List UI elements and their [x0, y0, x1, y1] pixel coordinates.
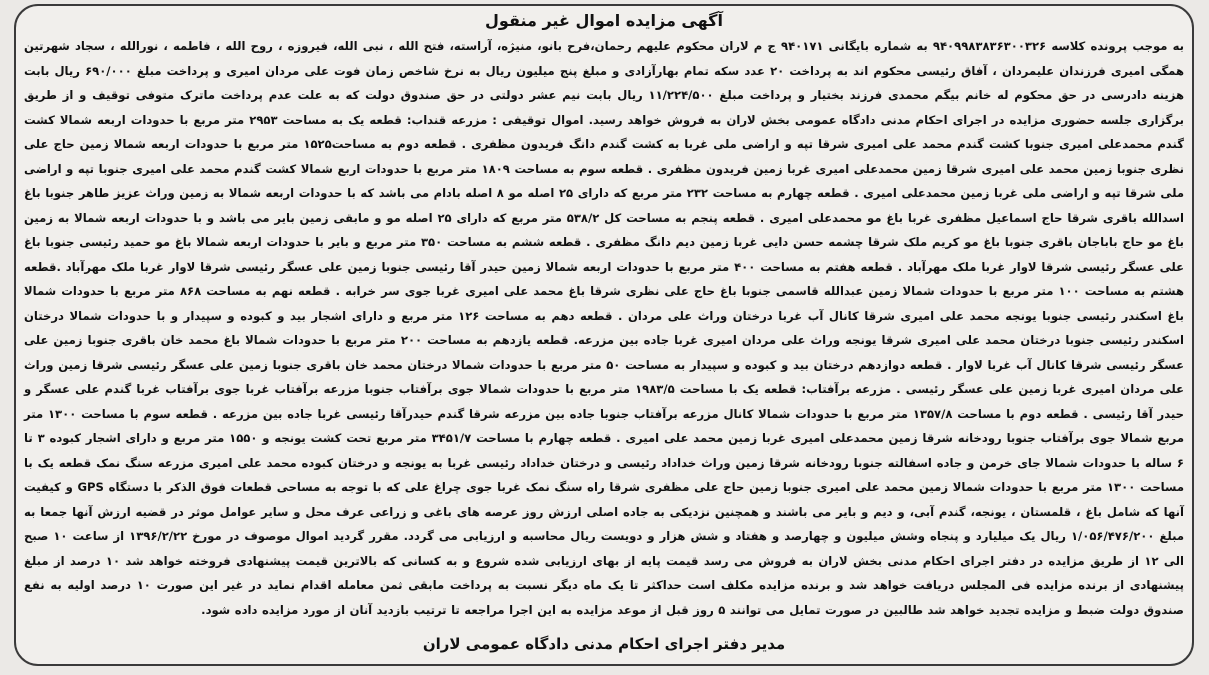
notice-title: آگهی مزایده اموال غیر منقول	[485, 11, 723, 30]
notice-frame	[14, 4, 1194, 666]
notice-body: به موجب پرونده کلاسه ۹۴۰۹۹۸۳۸۳۶۳۰۰۳۲۶ به شماره بایگانی ۹۴۰۱۷۱ ج م لاران محکوم علیهم رحمان،فرح بانو، منیژه، آراسته، فتح الله ، نبی الله، فیروزه ، روح الله ، فاطمه ، نورالله ، سجاد شهرتین همگی امیری فرزندان علیمردان ، آفاق رئیسی محکوم اند به پرداخت ۲۰ عدد سکه تمام بهارآزادی و مبلغ پنج میلیون ریال به نرخ شاخص زمان فوت علی مردان امیری و پرداخت مبلغ ۶۹۰/۰۰۰ ریال بابت هزینه دادرسی در حق محکوم له خانم بیگم محمدی فرزند بختیار و پرداخت مبلغ ۱۱/۲۲۴/۵۰۰ ریال بابت نیم عشر دولتی در حق صندوق دولت که به علت عدم پرداخت ماترک متوفی توقیف و از طریق برگزاری جلسه حضوری مزایده در اجرای احکام مدنی دادگاه عمومی بخش لاران به فروش خواهد رسید. اموال توقیفی : مزرعه قنداب: قطعه یک به مساحت ۲۹۵۳ متر مربع با حدودات اربعه شمالا کشت گندم محمدعلی امیری جنوبا کشت گندم محمد علی امیری شرقا تپه و اراضی ملی غربا به کشت گندم دانگ فریدون مظفری . قطعه دوم به مساحت۱۵۲۵ متر مربع با حدودات اربعه شمالا زمین حاج علی نظری جنوبا زمین محمد علی امیری شرقا زمین محمدعلی امیری غربا زمین فریدون مظفری . قطعه سوم به مساحت ۱۸۰۹ متر مربع با حدودات اربع شمالا کشت گندم محمد علی امیری جنوبا تپه و اراضی ملی شرقا تپه و اراضی ملی غربا زمین محمدعلی امیری . قطعه چهارم به مساحت ۲۳۲ متر مربع که دارای ۲۵ اصله مو ۸ اصله بادام می باشد که با حدودات اربعه شمالا به زمین وراث عزیز طاهر جنوبا باغ اسدالله باقری شرقا حاج اسماعیل مظفری غربا باغ مو محمدعلی امیری . قطعه پنجم به مساحت کل ۵۳۸/۲ متر مربع که دارای ۲۵ اصله مو و مابقی زمین بایر می باشد و با حدودات اربعه شمالا به زمین باغ مو حاج باباجان باقری جنوبا باغ مو کریم ملک شرقا چشمه حسن دایی غربا زمین دیم دانگ مظفری . قطعه ششم به مساحت ۳۵۰ متر مربع و بایر با حدودات اربعه شمالا باغ مو حمید رئیسی جنوبا باغ علی عسگر رئیسی شرقا لاوار غربا ملک مهرآباد . قطعه هفتم به مساحت ۴۰۰ متر مربع با حدودات اربعه شمالا زمین حیدر آقا رئیسی جنوبا زمین علی عسگر رئیسی شرقا لاوار غربا ملک مهرآباد .قطعه هشتم به مساحت ۱۰۰ متر مربع با حدودات شمالا زمین عبدالله قاسمی جنوبا باغ حاج علی نظری شرقا باغ محمد علی امیری غربا جوی سر خرابه . قطعه نهم به مساحت ۸۶۸ متر مربع با حدودات شمالا باغ اسکندر رئیسی جنوبا یونجه محمد علی امیری شرقا کانال آب غربا درختان وراث علی مردان . قطعه دهم به مساحت ۱۲۶ متر مربع و دارای اشجار بید و کبوده و سپیدار و با حدودات شمالا درختان اسکندر رئیسی جنوبا درختان محمد علی امیری شرقا یونجه وراث علی مردان امیری غربا جاده بین مزرعه. قطعه یازدهم به مساحت ۲۰۰ متر مربع با حدودات شمالا باغ محمد خان باقری جنوبا زمین علی عسگر رئیسی شرقا کانال آب غربا لاوار . قطعه دوازدهم درختان بید و کبوده و سپیدار به مساحت ۵۰ متر مربع با حدودات شمالا درختان محمد خان باقری جنوبا زمین علی عسگر رئیسی شرقا زمین وراث علی مردان امیری غربا زمین علی عسگر رئیسی . مزرعه برآفتاب: قطعه یک با مساحت ۱۹۸۳/۵ متر مربع با حدودات شمالا جوی برآفتاب جنوبا مزرعه برآفتاب غربا جوی برآفتاب غربا گندم علی عسگر و حیدر آقا رئیسی . قطعه دوم با مساحت ۱۳۵۷/۸ متر مربع با حدودات شمالا کانال مزرعه برآفتاب جنوبا جاده بین مزرعه شرقا گندم حیدرآقا رئیسی غربا جاده بین مزرعه . قطعه سوم با مساحت ۱۳۰۰ متر مربع شمالا جوی برآفتاب جنوبا رودخانه شرقا زمین محمدعلی امیری غربا زمین محمد علی امیری . قطعه چهارم با مساحت ۳۴۵۱/۷ متر مربع تحت کشت یونجه و ۱۵۵۰ متر مربع و دارای اشجار کبوده ۳ تا ۶ ساله با حدودات شمالا جای خرمن و جاده اسفالته جنوبا رودخانه شرقا زمین وراث خداداد رئیسی و درختان خداداد رئیسی غربا به یونجه و درختان کبوده محمد علی امیری مزرعه سنگ نمک قطعه یک با مساحت ۱۳۰۰ متر مربع با حدودات شمالا زمین محمد علی امیری جنوبا زمین حاج علی مظفری شرقا راه سنگ نمک غربا جوی چراغ علی که با توجه به مساحی قطعات فوق الذکر با دستگاه GPS و کیفیت آنها که شامل باغ ، قلمستان ، یونجه، گندم آبی، و دیم و بایر می باشند و همچنین نزدیکی به جاده اصلی ارزش روز عرصه های باغی و زراعی عرف محل و سایر عوامل موثر در قضیه ارزش آنها جمعا به مبلغ ۱/۰۵۶/۴۷۶/۲۰۰ ریال یک میلیارد و پنجاه وشش میلیون و چهارصد و هفتاد و شش هزار و دویست ریال محاسبه و ارزیابی می گردد. مقرر گردید اموال موصوف در مورخ ۱۳۹۶/۲/۲۲ از ساعت ۱۰ صبح الی ۱۲ از طریق مزایده در دفتر اجرای احکام مدنی بخش لاران به فروش می رسد قیمت پایه از بهای ارزیابی شده شروع و به کسانی که بالاترین قیمت پیشنهادی فروخته خواهد شد ۱۰ درصد از مبلغ پیشنهادی از برنده مزایده فی المجلس دریافت خواهد شد و برنده مزایده مکلف است حداکثر تا یک ماه دیگر نسبت به پرداخت مابقی ثمن معامله اقدام نماید در غیر این صورت ۱۰ درصد اولیه به نفع صندوق دولت ضبط و مزایده تجدید خواهد شد طالبین در صورت تمایل می توانند ۵ روز قبل از موعد مزایده به این اجرا مراجعه تا ترتیب بازدید آنان از مورد مزایده داده شود.	[24, 39, 1185, 617]
notice-signature: مدیر دفتر اجرای احکام مدنی دادگاه عمومی لاران	[422, 635, 786, 653]
